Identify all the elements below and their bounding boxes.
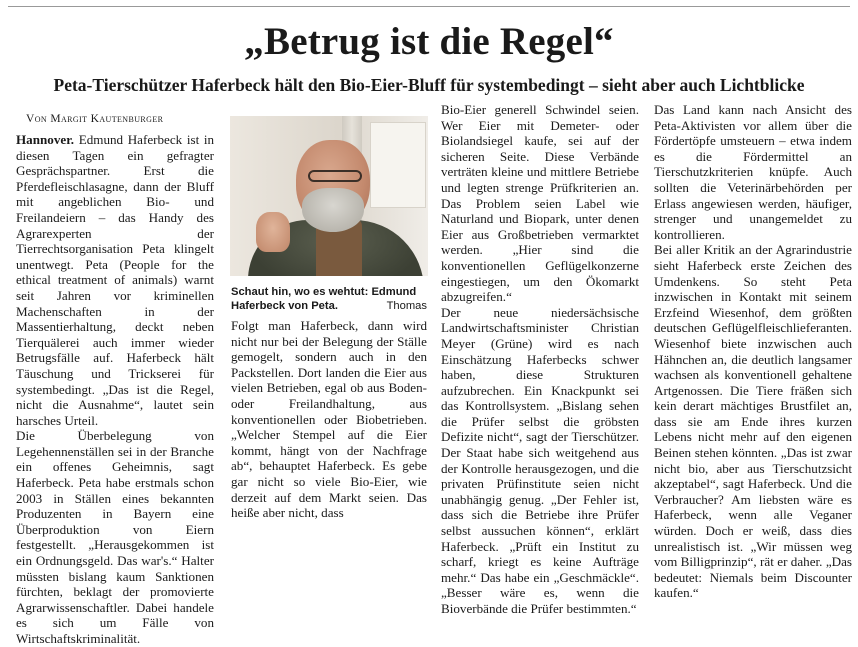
paragraph: Bei aller Kritik an der Agrarindustrie sieht Haferbeck erste Zeichen des Umdenkens. So steht Peta inzwischen in Kontakt mit seinem Erzfeind Wiesenhof, dem größten deutschen Geflügelfleischlieferanten. Wiesenhof biete inzwischen auch Hähnchen an, die deutlich langsamer wachsen als konventionell gehaltene Artgenossen. Die Tiere fräßen sich kein derart mächtiges Brustfilet an, dass sie am Ende ihres kurzen Lebens nicht mehr auf den eigenen Beinen stehen könnten. „Das ist zwar nicht bio, aber aus Tierschutzsicht akzeptabel“, sagt Haferbeck. Und die Verbraucher? Am liebsten wäre es Haferbeck, wenn alle Veganer würden. Doch er weiß, dass dies unrealistisch ist. „Wir müssen weg vom Billigprinzip“, rät er daher. „Das bedeutet: Niemals beim Discounter kaufen.“ (654, 242, 852, 601)
column-2 (231, 318, 427, 521)
subheadline: Peta-Tierschützer Haferbeck hält den Bio-Eier-Bluff für systembedingt – sieht aber auch Lichtblicke (53, 75, 805, 95)
photo-caption (231, 285, 427, 313)
paragraph: Folgt man Haferbeck, dann wird nicht nur bei der Belegung der Ställe gemogelt, sondern auch in den Packstellen. Dort landen die Eier aus vielen Betrieben, egal ob aus Boden- oder Freilandhaltung, aus konventionellen oder Biobetrieben. „Welcher Stempel auf die Eier kommt, hängt von der Nachfrage ab“, behauptet Haferbeck. Es gebe gar nicht so viele Bio-Eier, wie derzeit auf dem Markt seien. Das heiße aber nicht, dass (231, 318, 427, 521)
paragraph-text: Edmund Haferbeck ist in diesen Tagen ein gefragter Gesprächspartner. Erst die Pferdefleischlasagne, dann der Bluff mit angeblichen Bio- und Freilandeiern – das Handy des Agrarexperten der Tierrechtsorganisation Peta klingelt unentwegt. Peta (People for the ethical treatment of animals) warnt seit Jahren vor kriminellen Machenschaften in der Massentierhaltung, deckt neben Tierquälerei auch immer wieder Betrugsfälle auf. Haferbeck hält Täuschung und Trickserei für systembedingt. „Das ist die Regel, nicht die Ausnahme“, lautet sein harsches Urteil. (16, 132, 215, 428)
paragraph (16, 132, 214, 428)
portrait-photo (230, 116, 428, 276)
glasses-icon (308, 170, 362, 182)
byline: Von Margit Kautenburger (26, 113, 164, 125)
caption-text: Schaut hin, wo es wehtut: Edmund Haferbeck von Peta. (231, 286, 417, 312)
paragraph: Der neue niedersächsische Landwirtschaftsminister Christian Meyer (Grüne) wird es nach Einschätzung Haferbecks schwer haben, diese Strukturen aufzubrechen. Ein Knackpunkt sei das Kontrollsystem. „Bislang sehen die Prüfer selbst die gröbsten Defizite nicht“, sagt der Tierschützer. Der Staat habe sich weitgehend aus der Kontrolle herausgezogen, und die privaten Prüfinstitute seien nicht unabhängig genug. „Der Fehler ist, dass sich die Betriebe ihre Prüfer selbst aussuchen können“, erklärt Haferbeck. „Prüft ein Institut zu scharf, kriegt es keine Aufträge mehr.“ Das habe ein „Geschmäckle“. „Besser wäre es, wenn die Bioverbände die Prüfer bestimmten.“ (441, 304, 639, 616)
paragraph: Das Land kann nach Ansicht des Peta-Aktivisten vor allem über die Fördertöpfe umsteuern – etwa indem es die Fördermittel an Tierschutzkriterien knüpfe. Auch sollten die Veterinärbehörden per Erlass angewiesen werden, häufiger, strenger und unangemeldet zu kontrollieren. (654, 102, 852, 242)
headline: „Betrug ist die Regel“ (244, 20, 614, 63)
paragraph: Bio-Eier generell Schwindel seien. Wer Eier mit Demeter- oder Biolandsiegel kaufe, sei auf der sicheren Seite. Diese Verbände verträten kleine und mittlere Betriebe und legten strenge Prüfkriterien an. Das Problem seien Label wie Naturland und Biopark, unter denen Eier aus Großbetrieben vermarktet werden. „Hier sind die konventionellen Geflügelkonzerne eingestiegen, um den Ökomarkt abzugreifen.“ (441, 102, 639, 305)
dateline: Hannover. (16, 132, 75, 147)
paragraph: Die Überbelegung von Legehennenställen sei in der Branche ein offenes Geheimnis, sagt Haferbeck. Peta habe erstmals schon 2003 in Ställen eines bekannten Produzenten in Bayern eine Überproduktion von Eiern festgestellt. „Herausgekommen ist ein Ordnungsgeld. Das war's.“ Halter müssten bislang kaum Sanktionen fürchten, beklagt der promovierte Agrarwissenschaftler. Dabei handele es sich um Fälle von Wirtschaftskriminalität. (16, 428, 214, 646)
photo-credit: Thomas (386, 300, 427, 312)
column-4 (654, 102, 852, 601)
column-1 (16, 132, 214, 647)
top-rule (8, 6, 850, 7)
column-3 (441, 102, 639, 617)
